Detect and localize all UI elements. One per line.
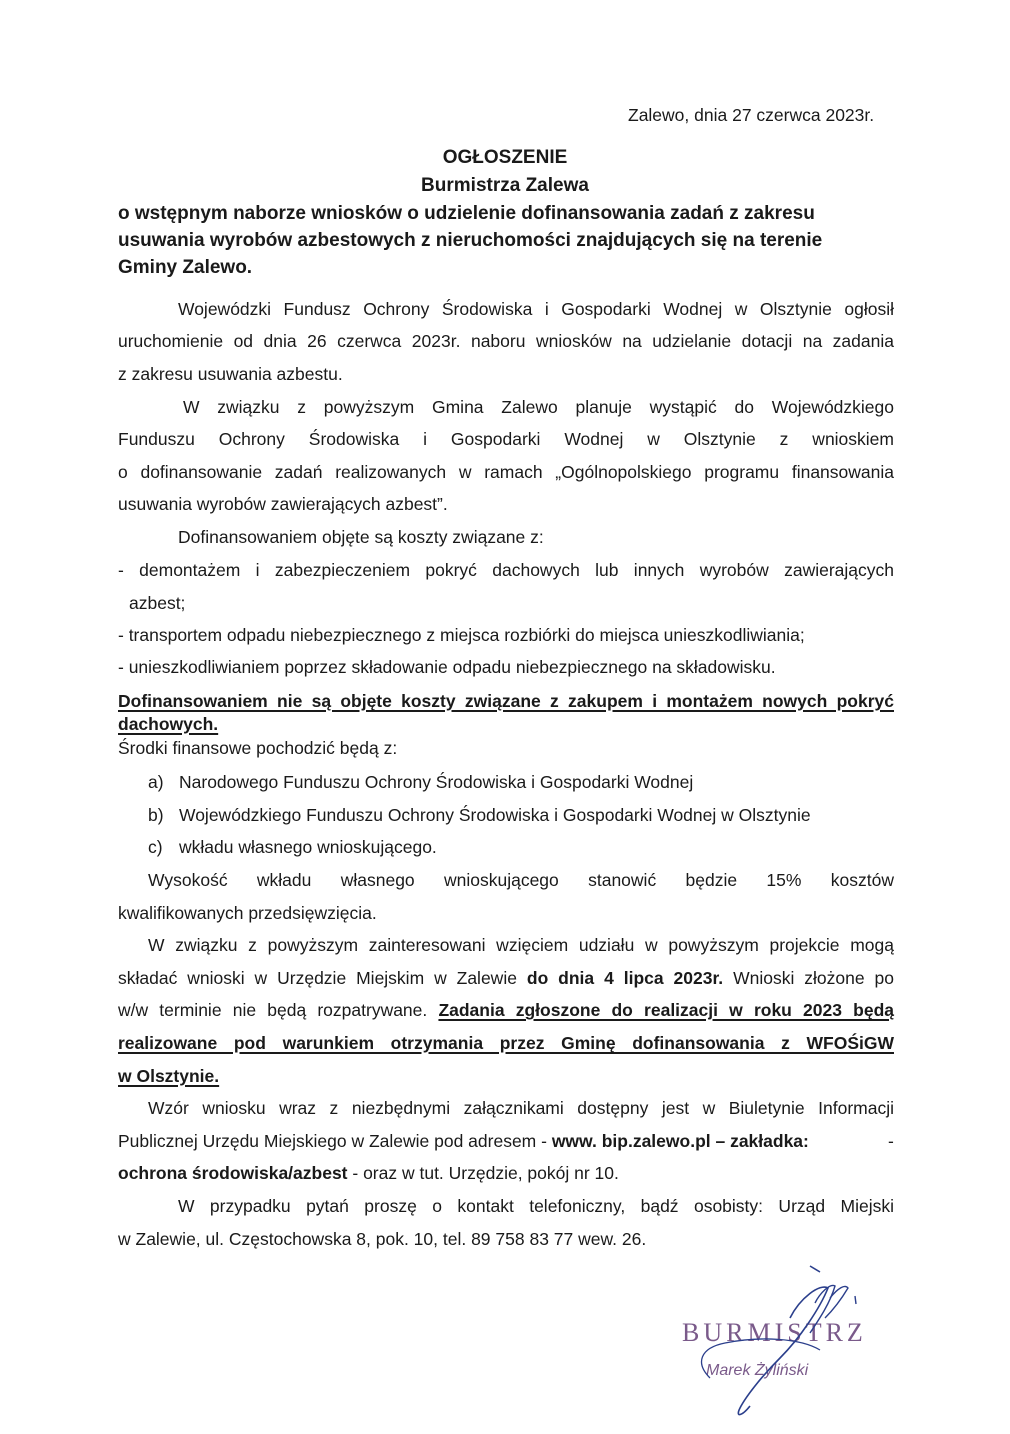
deadline-text: do dnia 4 lipca 2023r.	[526, 968, 724, 988]
heading-line: Gminy Zalewo.	[118, 257, 253, 278]
not-covered-line: Dofinansowaniem nie są objęte koszty związane z zakupem i montażem nowych pokryć	[118, 691, 894, 711]
condition-line: realizowane pod warunkiem otrzymania przez Gminę dofinansowania z WFOŚiGW	[118, 1033, 894, 1053]
funds-intro: Środki finansowe pochodzić będą z:	[118, 738, 398, 758]
handwritten-signature	[670, 1258, 870, 1434]
cost-item: - transportem odpadu niebezpiecznego z miejsca rozbiórki do miejsca unieszkodliwiania;	[118, 625, 805, 645]
costs-intro: Dofinansowaniem objęte są koszty związane z:	[178, 527, 544, 547]
condition-line: w Olsztynie.	[118, 1066, 220, 1086]
own-contribution-line: kwalifikowanych przedsięwzięcia.	[118, 903, 377, 923]
stamp-title: BURMISTRZ	[682, 1318, 867, 1347]
not-covered-line: dachowych.	[118, 714, 219, 734]
fund-source-text: Wojewódzkiego Funduszu Ochrony Środowiska i Gospodarki Wodnej w Olsztynie	[179, 805, 811, 825]
stamp-name: Marek Żyliński	[706, 1362, 809, 1379]
fund-source-marker: c)	[148, 837, 163, 857]
announcement-title: OGŁOSZENIE	[442, 147, 568, 168]
cost-item: - demontażem i zabezpieczeniem pokryć dachowych lub innych wyrobów zawierających	[118, 560, 894, 580]
paragraph-line: uruchomienie od dnia 26 czerwca 2023r. naboru wniosków na udzielanie dotacji na zadania	[118, 331, 894, 351]
fund-source-marker: b)	[148, 805, 164, 825]
paragraph-line: W związku z powyższym Gmina Zalewo planuje wystąpić do Wojewódzkiego	[183, 397, 894, 417]
condition-text: Zadania zgłoszone do realizacji w roku 2023 będą	[438, 1000, 894, 1020]
apply-line	[118, 999, 894, 1021]
form-info-dash: -	[888, 1131, 894, 1151]
fund-source-text: Narodowego Funduszu Ochrony Środowiska i Gospodarki Wodnej	[179, 772, 694, 792]
paragraph-line: usuwania wyrobów zawierających azbest”.	[118, 494, 448, 514]
apply-line	[118, 967, 894, 989]
form-info-text: - oraz w tut. Urzędzie, pokój nr 10.	[347, 1163, 619, 1183]
cost-item: - unieszkodliwianiem poprzez składowanie odpadu niebezpiecznego na składowisku.	[118, 657, 776, 677]
bip-section: ochrona środowiska/azbest	[118, 1163, 348, 1183]
own-contribution-line: Wysokość wkładu własnego wnioskującego stanowić będzie 15% kosztów	[148, 870, 894, 890]
apply-text: w/w terminie nie będą rozpatrywane.	[118, 1000, 439, 1020]
cost-item: azbest;	[129, 593, 186, 613]
fund-source-marker: a)	[148, 772, 164, 792]
paragraph-line: o dofinansowanie zadań realizowanych w ramach „Ogólnopolskiego programu finansowania	[118, 462, 894, 482]
announcement-subtitle: Burmistrza Zalewa	[421, 175, 589, 196]
paragraph-line: Wojewódzki Fundusz Ochrony Środowiska i Gospodarki Wodnej w Olsztynie ogłosił	[178, 299, 894, 319]
form-info-line	[118, 1162, 619, 1184]
form-info-line: Wzór wniosku wraz z niezbędnymi załącznikami dostępny jest w Biuletynie Informacji	[148, 1098, 894, 1118]
apply-text: Wnioski złożone po	[723, 968, 894, 988]
fund-source-text: wkładu własnego wnioskującego.	[179, 837, 437, 857]
heading-line: usuwania wyrobów azbestowych z nieruchomości znajdujących się na terenie	[118, 230, 823, 251]
paragraph-line: z zakresu usuwania azbestu.	[118, 364, 343, 384]
form-info-line	[118, 1130, 809, 1152]
contact-line: W przypadku pytań proszę o kontakt telefoniczny, bądź osobisty: Urząd Miejski	[178, 1196, 894, 1216]
paragraph-line: Funduszu Ochrony Środowiska i Gospodarki Wodnej w Olsztynie z wnioskiem	[118, 429, 894, 449]
apply-line: W związku z powyższym zainteresowani wzięciem udziału w powyższym projekcie mogą	[148, 935, 894, 955]
contact-line: w Zalewie, ul. Częstochowska 8, pok. 10, tel. 89 758 83 77 wew. 26.	[118, 1229, 647, 1249]
heading-line: o wstępnym naborze wniosków o udzielenie dofinansowania zadań z zakresu	[118, 203, 815, 224]
bip-address: www. bip.zalewo.pl – zakładka:	[551, 1131, 809, 1151]
apply-text: składać wnioski w Urzędzie Miejskim w Zalewie	[118, 968, 527, 988]
form-info-text: Publicznej Urzędu Miejskiego w Zalewie pod adresem -	[118, 1131, 552, 1151]
date-line: Zalewo, dnia 27 czerwca 2023r.	[628, 105, 875, 125]
